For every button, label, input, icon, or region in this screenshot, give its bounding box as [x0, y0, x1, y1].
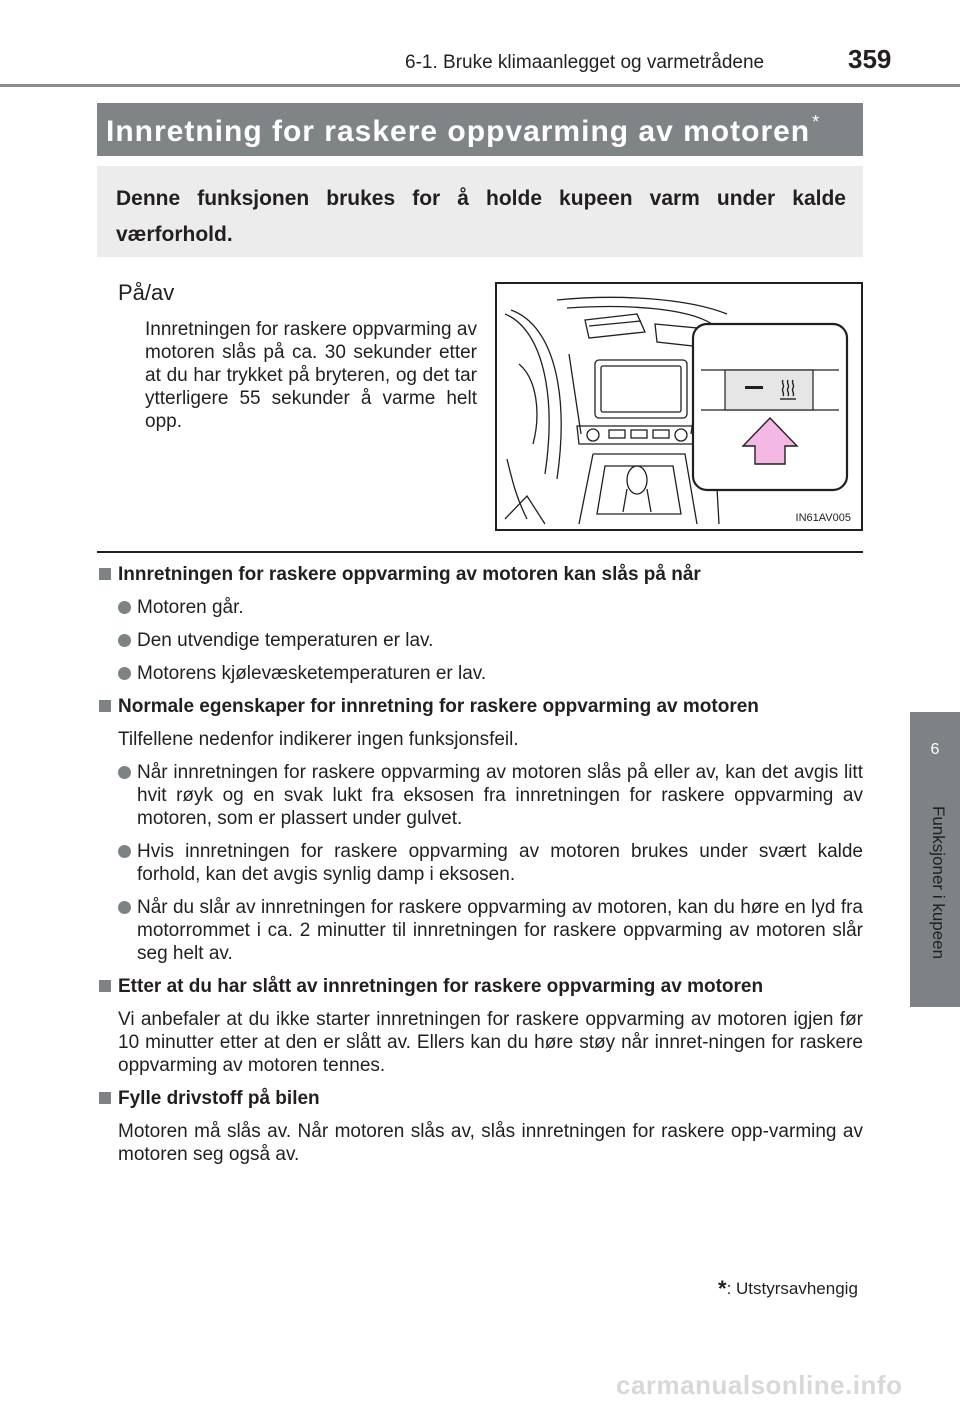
- running-header: 6-1. Bruke klimaanlegget og varmetrådene: [405, 52, 765, 73]
- intro-box: [97, 166, 863, 257]
- square-bullet-icon: [99, 700, 111, 712]
- round-bullet-icon: [118, 766, 131, 779]
- section-heading: Etter at du har slått av innretningen for raskere oppvarming av motoren: [97, 975, 863, 999]
- list-item: Når innretningen for raskere oppvarming av motoren slås på eller av, kan det avgis litt hvit røyk og en svak lukt fra eksosen fra innretningen for raskere oppvarming av motoren, som er plassert under gulvet.: [97, 761, 863, 830]
- round-bullet-icon: [118, 845, 131, 858]
- section-title-bar: [97, 103, 863, 156]
- onoff-description: Innretningen for raskere oppvarming av motoren slås på ca. 30 sekunder etter at du har trykket på bryteren, og det tar ytterligere 55 sekunder å varme helt opp.: [145, 319, 477, 432]
- intro-text: Denne funksjonen brukes for å holde kupeen varm under kalde værforhold.: [116, 187, 846, 246]
- content-body: [97, 563, 863, 1176]
- section-heading: Normale egenskaper for innretning for raskere oppvarming av motoren: [97, 695, 863, 719]
- round-bullet-icon: [118, 667, 131, 680]
- footnote-text: : Utstyrsavhengig: [726, 1279, 858, 1298]
- figure-code: IN61AV005: [795, 512, 851, 524]
- round-bullet-icon: [118, 634, 131, 647]
- watermark: carmanualsonline.info: [616, 1370, 903, 1400]
- section-heading: Fylle drivstoff på bilen: [97, 1087, 863, 1111]
- chapter-number: 6: [930, 741, 940, 758]
- list-item: Motoren går.: [97, 596, 863, 619]
- footnote: [718, 1276, 858, 1302]
- section-title-text: Innretning for raskere oppvarming av motoren: [106, 115, 811, 148]
- list-item: Den utvendige temperaturen er lav.: [97, 629, 863, 652]
- footnote-asterisk: *: [718, 1276, 727, 1301]
- section-text: Vi anbefaler at du ikke starter innretningen for raskere oppvarming av motoren igjen før 10 minutter etter at den er slått av. Ellers kan du høre støy når innret-ningen for raskere oppvarming av motoren tennes.: [118, 1009, 863, 1076]
- square-bullet-icon: [99, 568, 111, 580]
- onoff-title: På/av: [118, 280, 175, 305]
- header-rule: [0, 84, 960, 87]
- page-number: 359: [848, 44, 892, 74]
- section-rule: [97, 551, 863, 553]
- square-bullet-icon: [99, 1092, 111, 1104]
- square-bullet-icon: [99, 980, 111, 992]
- chapter-title: Funksjoner i kupeen: [929, 806, 948, 960]
- round-bullet-icon: [118, 901, 131, 914]
- list-item: Motorens kjølevæsketemperaturen er lav.: [97, 662, 863, 685]
- section-heading: Innretningen for raskere oppvarming av motoren kan slås på når: [97, 563, 863, 587]
- section-text: Motoren må slås av. Når motoren slås av, slås innretningen for raskere opp-varming av motoren seg også av.: [118, 1121, 863, 1165]
- section-text: Tilfellene nedenfor indikerer ingen funksjonsfeil.: [118, 729, 519, 750]
- section-title: [106, 112, 820, 149]
- dashboard-drawing: [497, 284, 861, 529]
- dashboard-illustration: [495, 282, 863, 531]
- list-item: Hvis innretningen for raskere oppvarming av motoren brukes under svært kalde forhold, kan det avgis synlig damp i eksosen.: [97, 840, 863, 886]
- list-item: Når du slår av innretningen for raskere oppvarming av motoren, kan du høre en lyd fra motorrommet i ca. 2 minutter til innretningen for raskere oppvarming av motoren slår seg helt av.: [97, 896, 863, 965]
- title-asterisk: *: [812, 112, 821, 132]
- round-bullet-icon: [118, 601, 131, 614]
